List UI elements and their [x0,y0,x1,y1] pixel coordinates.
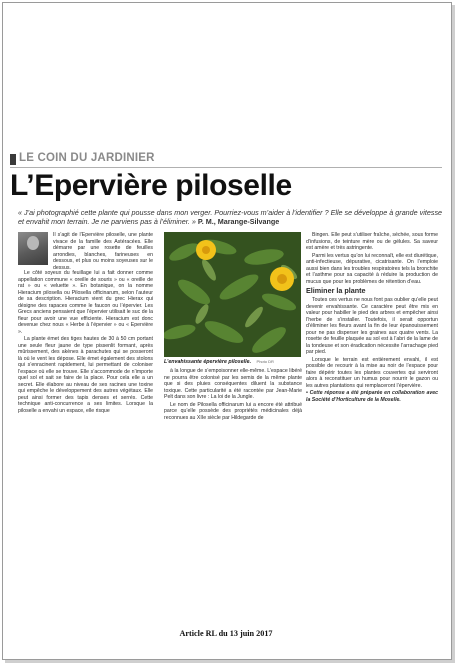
collaboration-note: • Cette réponse a été préparée en collaboration avec la Société d’Horticulture de la Moselle. [306,390,438,403]
paragraph: Le nom de Pilosella officinarum lui a encore été attribué parce qu’elle possède des propriétés médicinales déjà reconnues au XIIe siècle par Hildegarde de [164,401,302,421]
paragraph: Toutes ces vertus ne nous font pas oublier qu’elle peut devenir envahissante. Ce caractère peut être mis en valeur pour habiller le pied des arbres et empêcher ainsi l’herbe de s’installer. Toutefois, il serait opportun d’éliminer les fleurs avant la fin de leur épanouissement pour ne pas disperser les graines aux quatre vents. La rosette de feuille plaquée au sol est à l’abri de la lame de la tondeuse et son éradication nécessite l’arrachage pied par pied. [306,297,438,355]
plant-photo [164,232,301,357]
column-2 [164,368,302,422]
intro-text: Il s’agit de l’Epervière piloselle, une plante vivace de la famille des Astéracées. Elle démarre par une rosette de feuilles arrondies, blanches, farineuses en dessous, et plus ou moins soyeuses sur le dessus. [53,232,153,271]
subheading: Eliminer la plante [306,286,366,295]
author-photo [18,232,48,265]
lede-author: P. M., Marange-Silvange [197,217,280,227]
footer-citation: Article RL du 13 juin 2017 [179,629,273,638]
rubric-rule [10,167,442,168]
column-1 [18,232,153,415]
flower-right [270,267,294,291]
lede [18,208,444,227]
paragraph: Lorsque le terrain est entièrement envahi, il est possible de recourir à la mise au noir de l’espace pour faire dépérir toutes les plantes couvertes qui serviront alors à reconstituer un humus pour nourrir le gazon ou les autres plantations qui remplaceront l’épervière. [306,356,438,389]
paragraph: Bingen. Elle peut s’utiliser fraîche, séchée, sous forme d’infusions, de teinture mère ou de gélules. Sa saveur est amère et très astringente. [306,232,438,251]
hawkweed-illustration [164,232,301,357]
paragraph: Le côté soyeux du feuillage lui a fait donner comme appellation commune « oreille de souris » ou « oreille de rat » ou « veluette ». En botanique, on la nomme Hieracium pilosella ou Pilosella officinarum, selon l’auteur de sa description. Hieracium vient du grec Hierax qui désigne des rapaces comme le faucon ou l’épervier. Les Grecs anciens pensaient que l’épervier utilisait le suc de la fleur pour avoir une vue efficiente. Hieracium est donc devenue chez nous « Herbe à l’épervier » ou « Epervière ». [18,270,153,335]
paragraph: à la longue de s’empoisonner elle-même. L’espace libéré ne pourra être colonisé par les semis de la même plante que si des pluies conséquentes diluent la substance toxique. Cette particularité a été racontée par Jean-Marie Pelt dans son livre : La loi de la Jungle. [164,368,302,400]
intro-block [18,232,153,270]
caption-text: L’envahissante épervière piloselle. [164,359,252,365]
flower-left [196,240,216,260]
column-3 [306,232,438,404]
rubric-label: LE COIN DU JARDINIER [19,152,155,164]
paragraph: La plante émet des tiges hautes de 30 à 50 cm portant une seule fleur jaune de type pissenlit formant, après mûrissement, des akènes à parachutes qui se posseront là où le vent les dépose. Elle émet également des stolons qui s’enracinent rapidement, lui permettant de coloniser l’espace où elle se trouve. Elle s’accommode de n’importe quel sol et sait se faire de la place. Pour cela elle a un secret. Elle élabore au niveau de ses racines une toxine qui empêche le développement des autres végétaux. Elle peut ainsi former des tapis denses et serrés. Cette technique anti-concurrence a ses limites. Lorsque la piloselle a envahi un espace, elle risque [18,336,153,414]
lede-question: « J’ai photographié cette plante qui pousse dans mon verger. Pourriez-vous m’aider à l’identifier ? Elle se développe à grande vitesse et envahit mon terrain. Je ne parviens pas à l’éliminer. » [18,208,443,227]
photo-caption [164,359,301,365]
headline: L’Epervière piloselle [10,169,292,202]
paragraph: Parmi les vertus qu’on lui reconnaît, elle est diurétique, anti-infectieuse, dépurative, cicatrisante. On l’emploie aussi bien dans les troubles respiratoires tels la bronchite et l’asthme pour sa capacité à réduire la production de mucus que pour les problèmes de rétention d’eau. [306,252,439,285]
rubric-marker [10,154,16,165]
photo-credit: Photo DR [256,359,274,364]
